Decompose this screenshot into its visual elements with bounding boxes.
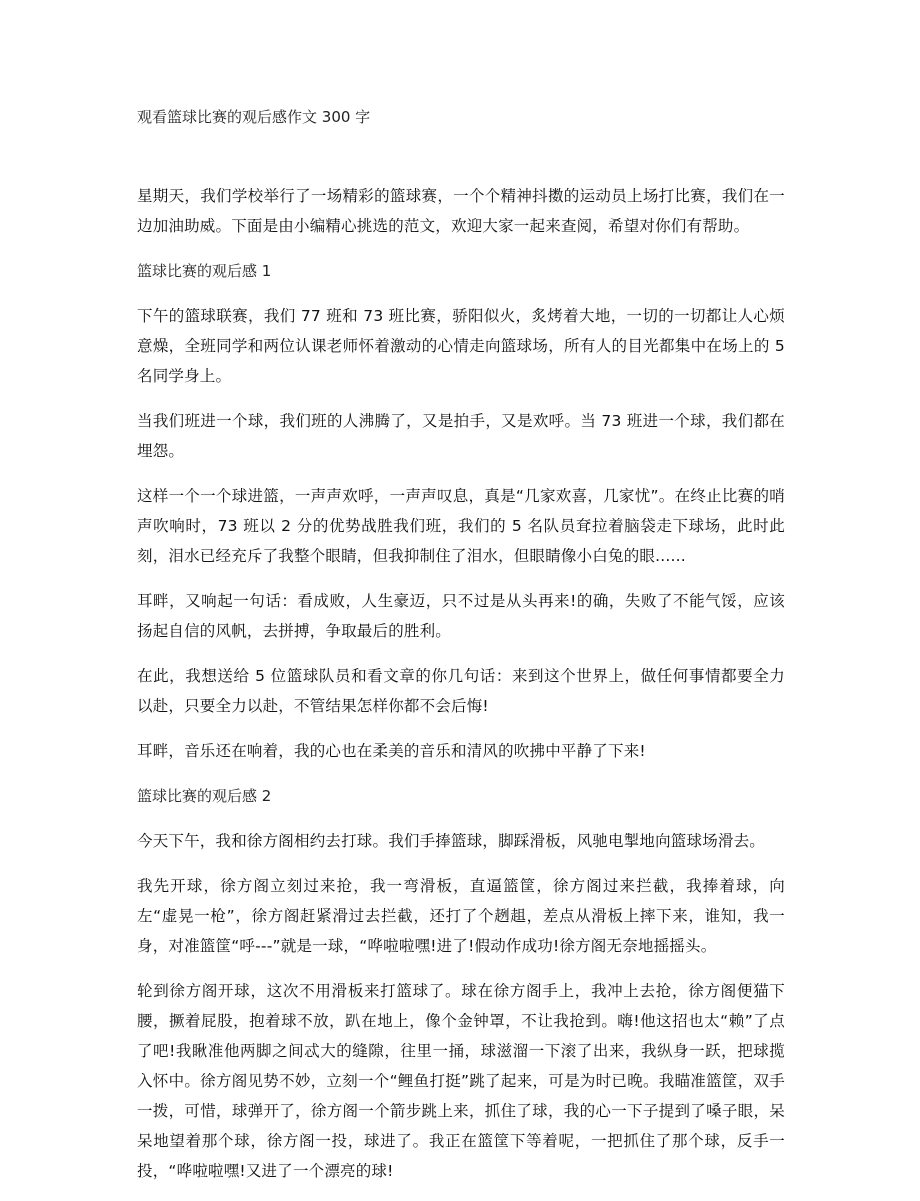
paragraph: 我先开球，徐方阁立刻过来抢，我一弯滑板，直逼篮筐，徐方阁过来拦截，我捧着球，向左“虚晃一枪”，徐方阁赶紧滑过去拦截，还打了个趔趄，差点从滑板上摔下来，谁知，我一身，对准篮筐“呼---”就是一球，“哗啦啦嘿!进了!假动作成功!徐方阁无奈地摇摇头。 — [137, 877, 785, 955]
paragraph: 当我们班进一个球，我们班的人沸腾了，又是拍手，又是欢呼。当 73 班进一个球，我们都在埋怨。 — [137, 412, 785, 460]
intro-paragraph: 星期天，我们学校举行了一场精彩的篮球赛，一个个精神抖擞的运动员上场打比赛，我们在一边加油助威。下面是由小编精心挑选的范文，欢迎大家一起来查阅，希望对你们有帮助。 — [137, 187, 785, 235]
paragraph: 耳畔，又响起一句话：看成败，人生豪迈，只不过是从头再来!的确，失败了不能气馁，应该扬起自信的风帆，去拼搏，争取最后的胜利。 — [137, 592, 785, 640]
paragraph: 下午的篮球联赛，我们 77 班和 73 班比赛，骄阳似火，炙烤着大地，一切的一切都让人心烦意燥，全班同学和两位认课老师怀着激动的心情走向篮球场，所有人的目光都集中在场上的 5 名同学身上。 — [137, 307, 785, 385]
section-heading-2: 篮球比赛的观后感 2 — [137, 787, 272, 805]
document-body — [137, 181, 785, 1201]
paragraph: 这样一个一个球进篮，一声声欢呼，一声声叹息，真是“几家欢喜，几家忧”。在终止比赛的哨声吹响时，73 班以 2 分的优势战胜我们班，我们的 5 名队员耷拉着脑袋走下球场，此时此刻，泪水已经充斥了我整个眼睛，但我抑制住了泪水，但眼睛像小白兔的眼...... — [137, 487, 785, 565]
paragraph: 轮到徐方阁开球，这次不用滑板来打篮球了。球在徐方阁手上，我冲上去抢，徐方阁便猫下腰，撅着屁股，抱着球不放，趴在地上，像个金钟罩，不让我抢到。嗨!他这招也太“赖”了点了吧!我瞅准他两脚之间忒大的缝隙，往里一捅，球滋溜一下滚了出来，我纵身一跃，把球揽入怀中。徐方阁见势不妙，立刻一个“鲤鱼打挺”跳了起来，可是为时已晚。我瞄准篮筐，双手一拨，可惜，球弹开了，徐方阁一个箭步跳上来，抓住了球，我的心一下子提到了嗓子眼，呆呆地望着那个球，徐方阁一投，球进了。我正在篮筐下等着呢，一把抓住了那个球，反手一投，“哗啦啦嘿!又进了一个漂亮的球! — [137, 982, 785, 1180]
paragraph: 在此，我想送给 5 位篮球队员和看文章的你几句话：来到这个世界上，做任何事情都要全力以赴，只要全力以赴，不管结果怎样你都不会后悔! — [137, 667, 785, 715]
document-title: 观看篮球比赛的观后感作文 300 字 — [137, 108, 371, 126]
paragraph: 耳畔，音乐还在响着，我的心也在柔美的音乐和清风的吹拂中平静了下来! — [137, 742, 646, 760]
paragraph: 今天下午，我和徐方阁相约去打球。我们手捧篮球，脚踩滑板，风驰电掣地向篮球场滑去。 — [137, 832, 766, 850]
section-heading-1: 篮球比赛的观后感 1 — [137, 262, 272, 280]
